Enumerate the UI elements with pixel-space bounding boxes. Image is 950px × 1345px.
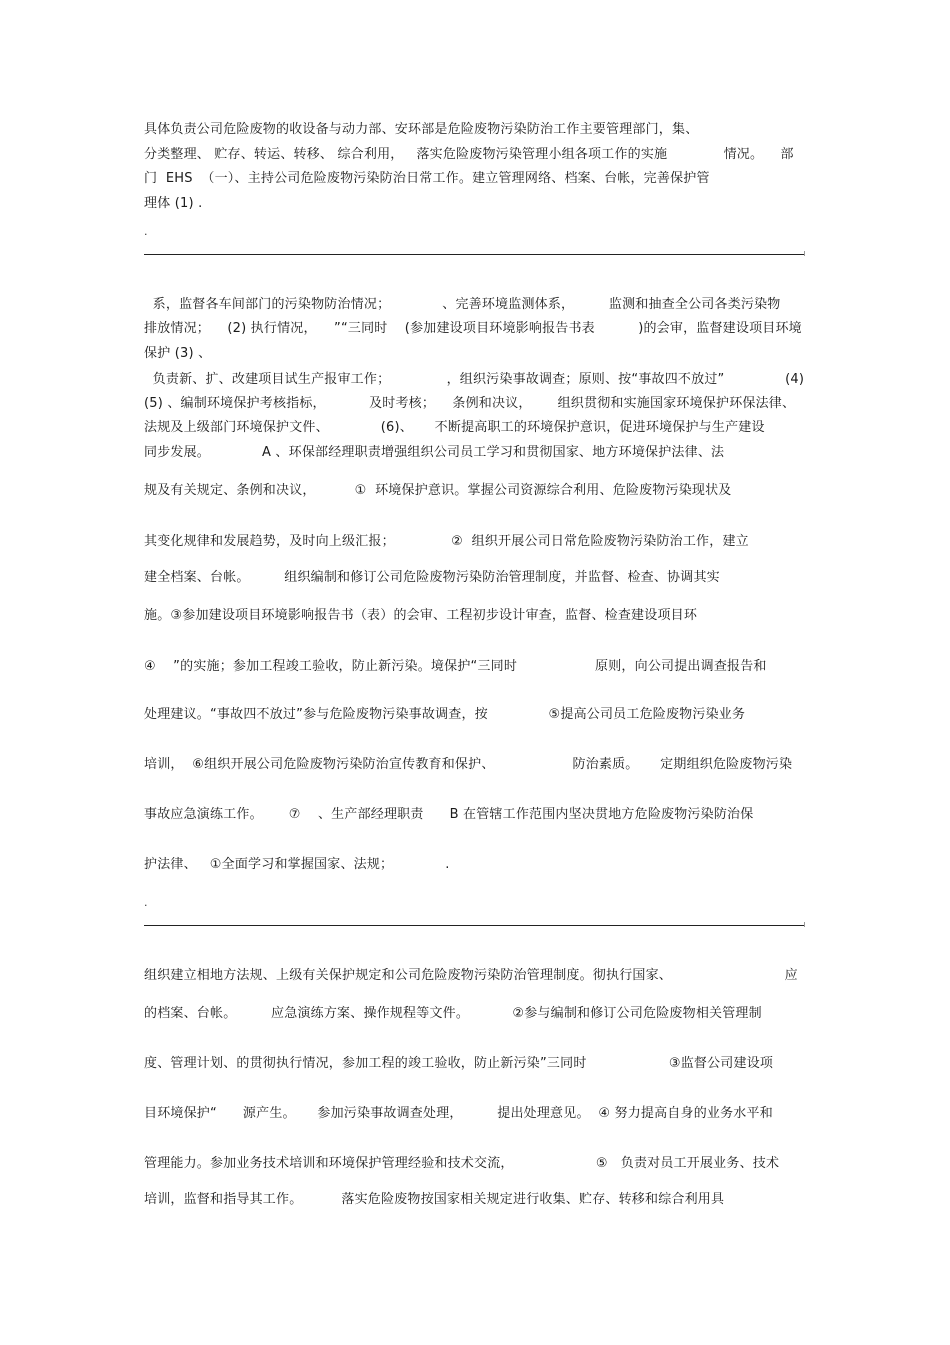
- text-line: 建全档案、台帐。 组织编制和修订公司危险废物污染防治管理制度，并监督、检查、协调其实: [144, 570, 720, 585]
- text-line: 护法律、 ①全面学习和掌握国家、法规； .: [144, 857, 450, 872]
- text-line: 组织建立相地方法规、上级有关保护规定和公司危险废物污染防治管理制度。彻执行国家、 应: [144, 968, 798, 983]
- text-line: 事故应急演练工作。 ⑦ 、生产部经理职责 B 在管辖工作范围内坚决贯地方危险废物污染防治保: [144, 807, 754, 822]
- text-line: 分类整理、 贮存、转运、转移、 综合利用， 落实危险废物污染管理小组各项工作的实施 情况。 部: [144, 147, 794, 162]
- text-line: 处理建议。“事故四不放过”参与危险废物污染事故调查，按 ⑤提高公司员工危险废物污染业务: [144, 707, 746, 722]
- text-line: 同步发展。 A 、环保部经理职责增强组织公司员工学习和贯彻国家、地方环境保护法律、法: [144, 445, 725, 460]
- divider-mark: .: [144, 225, 148, 238]
- text-line: 培训， ⑥组织开展公司危险废物污染防治宣传教育和保护、 防治素质。 定期组织危险废物污染: [144, 757, 793, 772]
- text-line: 系，监督各车间部门的污染物防治情况； 、完善环境监测体系， 监测和抽查全公司各类污染物: [144, 297, 781, 312]
- text-line: 保护 (3) 、: [144, 346, 212, 361]
- text-line: 负责新、扩、改建项目试生产报审工作； ，组织污染事故调查；原则、按“事故四不放过” (4): [144, 372, 805, 387]
- text-line: 培训，监督和指导其工作。 落实危险废物按国家相关规定进行收集、贮存、转移和综合利用具: [144, 1192, 725, 1207]
- text-line: 施。③参加建设项目环境影响报告书（表）的会审、工程初步设计审查，监督、检查建设项目环: [144, 608, 698, 623]
- text-line: 理体 (1) .: [144, 196, 203, 211]
- horizontal-divider: [144, 254, 804, 255]
- text-line: 目环境保护“ 源产生。 参加污染事故调查处理， 提出处理意见。 ④ 努力提高自身的业务水平和: [144, 1106, 773, 1121]
- text-line: 具体负责公司危险废物的收设备与动力部、安环部是危险废物污染防治工作主要管理部门，集、: [144, 122, 699, 137]
- text-line: 排放情况； (2) 执行情况， ”“三同时 (参加建设项目环境影响报告书表 )的会审，监督建设项目环境: [144, 321, 802, 336]
- text-line: 规及有关规定、条例和决议， ① 环境保护意识。掌握公司资源综合利用、危险废物污染现状及: [144, 483, 732, 498]
- text-line: (5) 、编制环境保护考核指标， 及时考核； 条例和决议， 组织贯彻和实施国家环境保护环保法律、: [144, 396, 796, 411]
- text-line: 管理能力。参加业务技术培训和环境保护管理经验和技术交流， ⑤ 负责对员工开展业务、技术: [144, 1156, 780, 1171]
- horizontal-divider: [144, 925, 804, 926]
- text-line: 其变化规律和发展趋势，及时向上级汇报； ② 组织开展公司日常危险废物污染防治工作，建立: [144, 534, 749, 549]
- text-line: 度、管理计划、的贯彻执行情况，参加工程的竣工验收，防止新污染”三同时 ③监督公司建设项: [144, 1056, 774, 1071]
- divider-mark: .: [144, 896, 148, 909]
- text-line: 法规及上级部门环境保护文件、 (6)、 不断提高职工的环境保护意识，促进环境保护与生产建设: [144, 420, 765, 435]
- text-line: 的档案、台帐。 应急演练方案、操作规程等文件。 ②参与编制和修订公司危险废物相关管理制: [144, 1006, 762, 1021]
- text-line: ④ ”的实施；参加工程竣工验收，防止新污染。境保护“三同时 原则，向公司提出调查报告和: [144, 659, 767, 674]
- text-line: 门 EHS （一）、主持公司危险废物污染防治日常工作。建立管理网络、档案、台帐，完善保护管: [144, 171, 710, 186]
